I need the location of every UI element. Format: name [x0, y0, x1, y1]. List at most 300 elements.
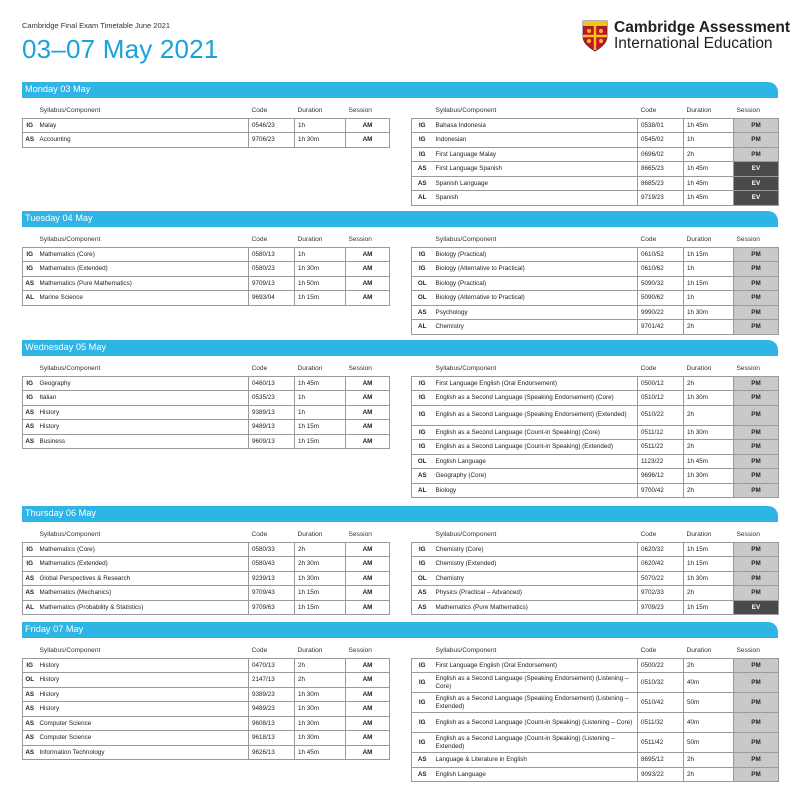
code-cell: 9990/22	[638, 305, 684, 320]
page-title: 03–07 May 2021	[22, 34, 219, 64]
session-cell: AM	[346, 600, 390, 615]
table-header-row	[412, 233, 779, 247]
table-row	[412, 693, 779, 713]
table-row	[412, 176, 779, 191]
crest-icon	[582, 20, 608, 52]
component-cell: English as a Second Language (Count-in Speaking) (Listening – Extended)	[433, 733, 638, 753]
code-cell: 0610/62	[638, 262, 684, 277]
level-cell: IG	[412, 693, 433, 713]
duration-cell: 1h	[295, 405, 346, 420]
code-cell: 5070/22	[638, 571, 684, 586]
code-cell: 9706/23	[249, 133, 295, 148]
session-cell: AM	[346, 716, 390, 731]
level-cell: AS	[412, 176, 433, 191]
timetable-left	[22, 362, 390, 449]
duration-cell: 1h 45m	[684, 454, 734, 469]
level-cell: AS	[23, 133, 37, 148]
table-row	[23, 557, 390, 572]
duration-cell: 1h 30m	[684, 391, 734, 406]
level-header	[412, 528, 433, 542]
duration-cell: 2h	[684, 483, 734, 498]
code-cell: 9618/13	[249, 731, 295, 746]
level-cell: AS	[412, 753, 433, 768]
component-cell: Bahasa Indonesia	[433, 118, 638, 133]
code-cell: 5090/62	[638, 291, 684, 306]
level-cell: IG	[23, 557, 37, 572]
duration-cell: 1h 45m	[684, 191, 734, 206]
duration-cell: 1h 45m	[684, 118, 734, 133]
component-cell: English as a Second Language (Speaking Endorsement) (Listening – Core)	[433, 673, 638, 693]
session-header: Session	[348, 236, 372, 244]
component-cell: Business	[37, 434, 249, 449]
component-header: Syllabus/Component	[435, 365, 497, 373]
session-cell: PM	[734, 320, 779, 335]
duration-cell: 40m	[684, 713, 734, 733]
table-row	[412, 118, 779, 133]
level-cell: IG	[412, 733, 433, 753]
session-cell: PM	[734, 247, 779, 262]
session-cell: PM	[734, 405, 779, 425]
code-cell: 9709/23	[638, 600, 684, 615]
table-row	[412, 713, 779, 733]
component-cell: Chemistry	[433, 571, 638, 586]
duration-cell: 1h	[684, 133, 734, 148]
table-row	[412, 376, 779, 391]
duration-cell: 1h 30m	[295, 716, 346, 731]
code-cell: 0696/02	[638, 147, 684, 162]
duration-cell: 1h 15m	[684, 557, 734, 572]
component-cell: Marine Science	[37, 291, 249, 306]
level-cell: AL	[23, 600, 37, 615]
session-header: Session	[348, 365, 372, 373]
session-cell: PM	[734, 291, 779, 306]
table-row	[412, 305, 779, 320]
duration-cell: 1h	[295, 391, 346, 406]
session-cell: AM	[346, 391, 390, 406]
duration-cell: 1h 30m	[295, 687, 346, 702]
day-header-bar	[22, 340, 778, 356]
component-cell: Computer Science	[37, 716, 249, 731]
table-row	[23, 118, 390, 133]
level-cell: IG	[412, 673, 433, 693]
component-cell: Mathematics (Core)	[37, 542, 249, 557]
table-header-row	[412, 644, 779, 658]
component-cell: First Language English (Oral Endorsement)	[433, 658, 638, 673]
session-cell: AM	[346, 276, 390, 291]
duration-cell: 2h	[684, 405, 734, 425]
duration-cell: 50m	[684, 733, 734, 753]
level-cell: AL	[412, 483, 433, 498]
session-cell: AM	[346, 586, 390, 601]
code-cell: 0510/32	[638, 673, 684, 693]
table-row	[23, 600, 390, 615]
level-cell: AS	[412, 586, 433, 601]
session-cell: AM	[346, 673, 390, 688]
level-cell: IG	[412, 658, 433, 673]
code-cell: 9489/13	[249, 420, 295, 435]
duration-header: Duration	[686, 365, 712, 373]
component-header: Syllabus/Component	[39, 365, 101, 373]
session-cell: EV	[734, 162, 779, 177]
level-cell: IG	[412, 713, 433, 733]
timetable-right	[411, 644, 779, 782]
duration-cell: 1h 50m	[295, 276, 346, 291]
session-cell: PM	[734, 262, 779, 277]
table-header-row	[23, 528, 390, 542]
component-header: Syllabus/Component	[39, 107, 101, 115]
session-cell: PM	[734, 147, 779, 162]
logo-line-1: Cambridge Assessment	[614, 19, 791, 36]
table-row	[412, 276, 779, 291]
duration-cell: 2h	[684, 658, 734, 673]
duration-cell: 2h	[684, 147, 734, 162]
level-cell: IG	[412, 147, 433, 162]
code-cell: 0580/13	[249, 247, 295, 262]
code-cell: 0620/32	[638, 542, 684, 557]
table-row	[412, 658, 779, 673]
session-cell: AM	[346, 262, 390, 277]
level-header	[23, 104, 37, 118]
table-header-row	[23, 644, 390, 658]
component-cell: Chemistry (Core)	[433, 542, 638, 557]
session-cell: AM	[346, 687, 390, 702]
component-cell: History	[37, 673, 249, 688]
table-row	[23, 571, 390, 586]
code-cell: 9093/22	[638, 767, 684, 782]
day-header-bar	[22, 82, 778, 98]
duration-header: Duration	[297, 236, 323, 244]
code-cell: 9709/63	[249, 600, 295, 615]
level-cell: AS	[23, 571, 37, 586]
code-header: Code	[640, 365, 657, 373]
code-cell: 5090/32	[638, 276, 684, 291]
duration-cell: 1h 30m	[684, 425, 734, 440]
table-header-row	[23, 362, 390, 376]
level-cell: OL	[412, 291, 433, 306]
code-cell: 9609/13	[249, 434, 295, 449]
level-cell: IG	[23, 376, 37, 391]
session-cell: AM	[346, 542, 390, 557]
component-cell: History	[37, 405, 249, 420]
component-cell: Indonesian	[433, 133, 638, 148]
day-label: Monday 03 May	[25, 84, 91, 94]
table-row	[412, 733, 779, 753]
component-cell: English as a Second Language (Count-in Speaking) (Listening – Core)	[433, 713, 638, 733]
level-cell: AS	[23, 716, 37, 731]
component-cell: Biology (Alternative to Practical)	[433, 262, 638, 277]
level-cell: AS	[412, 767, 433, 782]
level-header	[412, 233, 433, 247]
session-cell: AM	[346, 571, 390, 586]
day-header-bar	[22, 622, 778, 638]
component-header: Syllabus/Component	[435, 236, 497, 244]
component-cell: Chemistry	[433, 320, 638, 335]
level-cell: AL	[412, 320, 433, 335]
duration-cell: 2h	[684, 376, 734, 391]
duration-cell: 1h 30m	[295, 262, 346, 277]
duration-cell: 1h	[684, 262, 734, 277]
code-cell: 9719/23	[638, 191, 684, 206]
duration-cell: 1h 15m	[684, 276, 734, 291]
code-cell: 0500/22	[638, 658, 684, 673]
duration-cell: 2h	[684, 767, 734, 782]
duration-cell: 1h 15m	[295, 420, 346, 435]
duration-cell: 1h 15m	[684, 600, 734, 615]
code-cell: 0545/02	[638, 133, 684, 148]
component-cell: First Language Malay	[433, 147, 638, 162]
component-cell: First Language Spanish	[433, 162, 638, 177]
component-cell: Global Perspectives & Research	[37, 571, 249, 586]
code-cell: 9389/13	[249, 405, 295, 420]
timetable-left	[22, 233, 390, 306]
level-cell: IG	[412, 391, 433, 406]
table-row	[23, 420, 390, 435]
session-cell: AM	[346, 745, 390, 760]
timetable-left	[22, 644, 390, 760]
component-cell: Italian	[37, 391, 249, 406]
table-row	[23, 542, 390, 557]
component-cell: Mathematics (Extended)	[37, 262, 249, 277]
component-cell: Chemistry (Extended)	[433, 557, 638, 572]
code-cell: 0511/32	[638, 713, 684, 733]
component-cell: Accounting	[37, 133, 249, 148]
code-cell: 0538/01	[638, 118, 684, 133]
code-cell: 0580/33	[249, 542, 295, 557]
code-cell: 0620/42	[638, 557, 684, 572]
level-cell: IG	[412, 425, 433, 440]
duration-header: Duration	[297, 107, 323, 115]
timetable-subtitle: Cambridge Final Exam Timetable June 2021	[22, 21, 170, 30]
level-header	[412, 644, 433, 658]
timetable-right	[411, 528, 779, 615]
session-cell: PM	[734, 118, 779, 133]
timetable-left	[22, 528, 390, 615]
table-row	[23, 276, 390, 291]
session-cell: PM	[734, 483, 779, 498]
table-row	[412, 147, 779, 162]
duration-cell: 1h	[295, 118, 346, 133]
level-cell: IG	[412, 133, 433, 148]
table-row	[412, 469, 779, 484]
component-cell: English Language	[433, 767, 638, 782]
component-cell: History	[37, 658, 249, 673]
component-cell: Geography	[37, 376, 249, 391]
session-cell: AM	[346, 434, 390, 449]
table-row	[23, 716, 390, 731]
duration-cell: 1h 30m	[295, 571, 346, 586]
table-row	[23, 745, 390, 760]
table-row	[412, 571, 779, 586]
table-row	[23, 673, 390, 688]
component-cell: History	[37, 702, 249, 717]
duration-cell: 2h	[684, 440, 734, 455]
level-cell: IG	[23, 247, 37, 262]
code-cell: 9489/23	[249, 702, 295, 717]
code-cell: 0510/12	[638, 391, 684, 406]
duration-header: Duration	[297, 365, 323, 373]
table-row	[412, 162, 779, 177]
code-cell: 0511/22	[638, 440, 684, 455]
timetable-left	[22, 104, 390, 148]
table-row	[412, 600, 779, 615]
level-cell: IG	[412, 376, 433, 391]
session-header: Session	[736, 647, 760, 655]
level-cell: AS	[23, 687, 37, 702]
level-cell: IG	[412, 557, 433, 572]
table-row	[412, 586, 779, 601]
duration-cell: 1h 15m	[295, 586, 346, 601]
component-cell: History	[37, 687, 249, 702]
table-row	[412, 262, 779, 277]
session-cell: AM	[346, 420, 390, 435]
component-cell: Geography (Core)	[433, 469, 638, 484]
session-cell: PM	[734, 713, 779, 733]
table-row	[23, 291, 390, 306]
level-header	[412, 104, 433, 118]
table-row	[412, 425, 779, 440]
table-row	[412, 291, 779, 306]
session-cell: AM	[346, 658, 390, 673]
session-header: Session	[348, 107, 372, 115]
duration-cell: 2h	[295, 658, 346, 673]
session-header: Session	[736, 531, 760, 539]
session-cell: AM	[346, 133, 390, 148]
duration-cell: 2h	[684, 586, 734, 601]
timetable-right	[411, 233, 779, 335]
table-row	[412, 320, 779, 335]
session-cell: PM	[734, 133, 779, 148]
component-cell: Information Technology	[37, 745, 249, 760]
component-cell: Biology (Practical)	[433, 247, 638, 262]
code-header: Code	[640, 107, 657, 115]
session-cell: PM	[734, 469, 779, 484]
code-cell: 1123/22	[638, 454, 684, 469]
session-cell: AM	[346, 118, 390, 133]
timetable-right	[411, 362, 779, 498]
code-cell: 9239/13	[249, 571, 295, 586]
component-cell: First Language English (Oral Endorsement)	[433, 376, 638, 391]
session-cell: PM	[734, 586, 779, 601]
logo-line-2: International Education	[614, 35, 773, 52]
session-cell: PM	[734, 753, 779, 768]
session-cell: PM	[734, 767, 779, 782]
duration-cell: 1h	[684, 291, 734, 306]
code-cell: 9702/33	[638, 586, 684, 601]
code-cell: 9696/12	[638, 469, 684, 484]
component-cell: History	[37, 420, 249, 435]
table-header-row	[412, 362, 779, 376]
component-cell: Malay	[37, 118, 249, 133]
level-cell: IG	[412, 542, 433, 557]
duration-header: Duration	[686, 107, 712, 115]
level-cell: OL	[412, 276, 433, 291]
level-cell: AS	[23, 420, 37, 435]
day-header-bar	[22, 211, 778, 227]
table-row	[412, 542, 779, 557]
level-cell: IG	[412, 247, 433, 262]
session-cell: PM	[734, 693, 779, 713]
duration-cell: 1h 45m	[684, 162, 734, 177]
duration-cell: 1h 30m	[295, 133, 346, 148]
session-cell: PM	[734, 542, 779, 557]
code-header: Code	[251, 365, 268, 373]
level-cell: IG	[23, 542, 37, 557]
table-header-row	[412, 104, 779, 118]
duration-cell: 2h	[295, 542, 346, 557]
code-cell: 0460/13	[249, 376, 295, 391]
level-cell: AL	[23, 291, 37, 306]
component-header: Syllabus/Component	[39, 531, 101, 539]
code-header: Code	[251, 236, 268, 244]
table-row	[412, 405, 779, 425]
component-cell: Computer Science	[37, 731, 249, 746]
session-cell: AM	[346, 405, 390, 420]
session-cell: EV	[734, 191, 779, 206]
code-cell: 9700/42	[638, 483, 684, 498]
duration-cell: 2h	[684, 753, 734, 768]
day-label: Friday 07 May	[25, 624, 84, 634]
table-header-row	[23, 233, 390, 247]
duration-cell: 1h 45m	[295, 745, 346, 760]
day-label: Tuesday 04 May	[25, 213, 93, 223]
session-cell: PM	[734, 391, 779, 406]
level-cell: AS	[23, 434, 37, 449]
component-cell: English as a Second Language (Speaking Endorsement) (Extended)	[433, 405, 638, 425]
level-cell: IG	[412, 440, 433, 455]
component-cell: Biology	[433, 483, 638, 498]
level-cell: OL	[412, 454, 433, 469]
duration-cell: 1h 30m	[684, 469, 734, 484]
duration-cell: 1h 15m	[295, 291, 346, 306]
component-cell: English as a Second Language (Speaking Endorsement) (Core)	[433, 391, 638, 406]
table-row	[23, 658, 390, 673]
table-row	[412, 191, 779, 206]
level-header	[23, 362, 37, 376]
level-cell: AS	[23, 745, 37, 760]
table-row	[23, 376, 390, 391]
duration-cell: 1h 30m	[295, 731, 346, 746]
code-cell: 9389/23	[249, 687, 295, 702]
session-cell: AM	[346, 702, 390, 717]
component-cell: Mathematics (Pure Mathematics)	[37, 276, 249, 291]
component-cell: English as a Second Language (Count-in Speaking) (Core)	[433, 425, 638, 440]
code-header: Code	[640, 531, 657, 539]
component-header: Syllabus/Component	[435, 531, 497, 539]
level-cell: IG	[23, 118, 37, 133]
component-header: Syllabus/Component	[435, 647, 497, 655]
level-header	[412, 362, 433, 376]
session-header: Session	[736, 236, 760, 244]
code-cell: 0511/42	[638, 733, 684, 753]
duration-cell: 2h	[684, 320, 734, 335]
code-header: Code	[251, 647, 268, 655]
component-cell: English as a Second Language (Count-in Speaking) (Extended)	[433, 440, 638, 455]
duration-cell: 1h 45m	[684, 176, 734, 191]
code-cell: 0510/42	[638, 693, 684, 713]
level-cell: AS	[23, 702, 37, 717]
code-cell: 8685/23	[638, 176, 684, 191]
code-cell: 9701/42	[638, 320, 684, 335]
table-row	[23, 434, 390, 449]
component-cell: English Language	[433, 454, 638, 469]
session-cell: PM	[734, 276, 779, 291]
table-row	[23, 247, 390, 262]
session-cell: PM	[734, 673, 779, 693]
duration-cell: 50m	[684, 693, 734, 713]
code-cell: 9709/43	[249, 586, 295, 601]
session-cell: PM	[734, 305, 779, 320]
cambridge-logo	[582, 20, 790, 52]
